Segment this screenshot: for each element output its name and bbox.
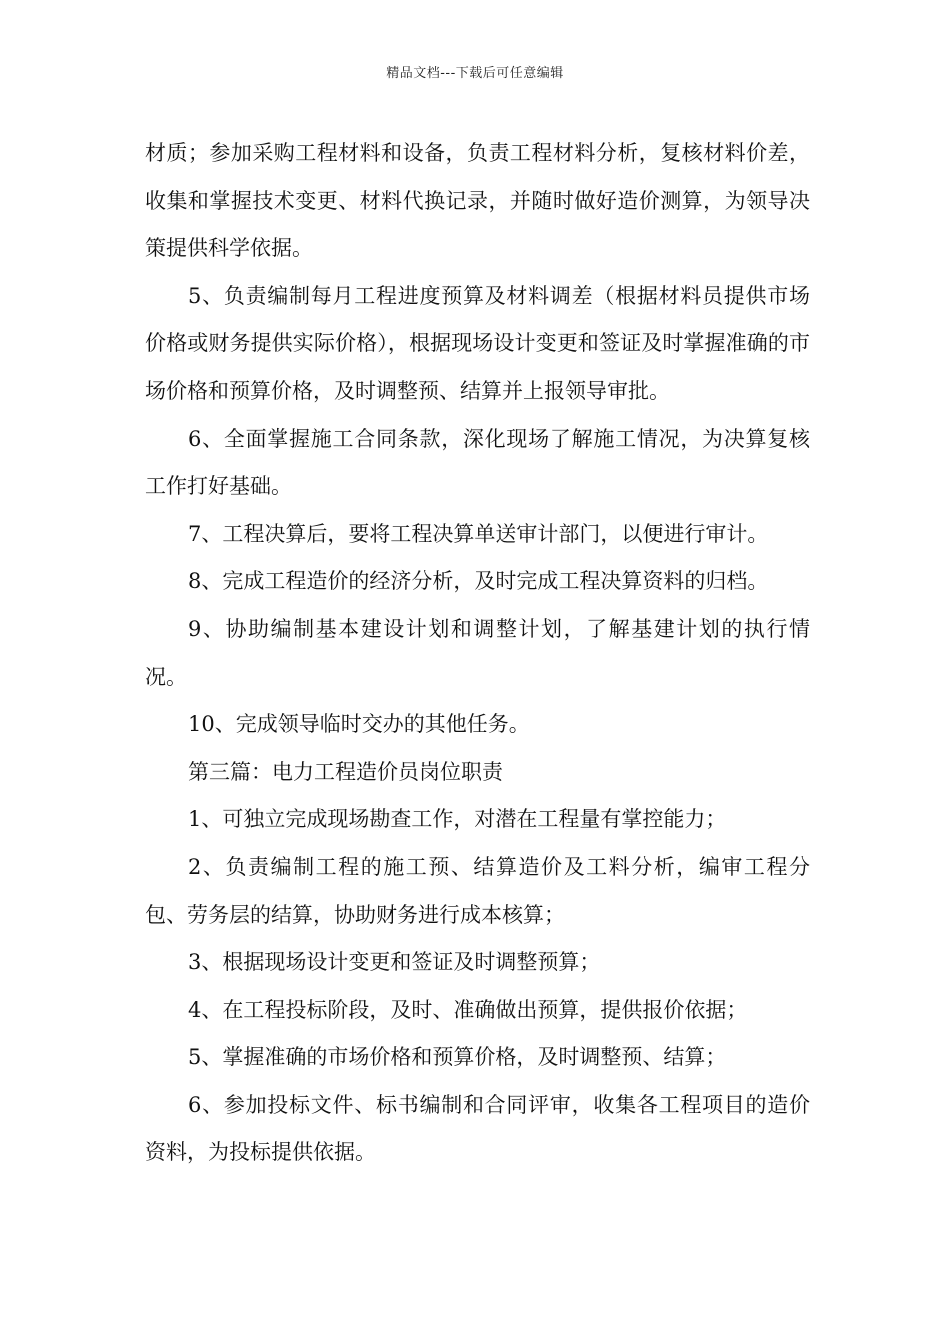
paragraph: 5、负责编制每月工程进度预算及材料调差（根据材料员提供市场价格或财务提供实际价格），根据现场设计变更和签证及时掌握准确的市场价格和预算价格，及时调整预、结算并上报领导审批。 <box>145 283 810 403</box>
paragraph: 10、完成领导临时交办的其他任务。 <box>188 712 530 737</box>
paragraph: 4、在工程投标阶段，及时、准确做出预算，提供报价依据； <box>188 997 748 1022</box>
section-title: 第三篇：电力工程造价员岗位职责 <box>188 759 503 784</box>
paragraph: 2、负责编制工程的施工预、结算造价及工料分析，编审工程分包、劳务层的结算，协助财务进行成本核算； <box>145 854 810 927</box>
paragraph: 6、参加投标文件、标书编制和合同评审，收集各工程项目的造价资料，为投标提供依据。 <box>145 1092 810 1165</box>
paragraph: 9、协助编制基本建设计划和调整计划，了解基建计划的执行情况。 <box>145 616 810 689</box>
paragraph: 1、可独立完成现场勘查工作，对潜在工程量有掌控能力； <box>188 807 727 832</box>
page-header: 精品文档---下载后可任意编辑 <box>386 66 564 81</box>
paragraph: 6、全面掌握施工合同条款，深化现场了解施工情况，为决算复核工作打好基础。 <box>145 426 810 499</box>
paragraph: 材质；参加采购工程材料和设备，负责工程材料分析，复核材料价差，收集和掌握技术变更、材料代换记录，并随时做好造价测算，为领导决策提供科学依据。 <box>145 141 810 261</box>
paragraph: 8、完成工程造价的经济分析，及时完成工程决算资料的归档。 <box>188 569 769 594</box>
paragraph: 7、工程决算后，要将工程决算单送审计部门，以便进行审计。 <box>188 521 769 546</box>
document-body <box>145 130 810 1177</box>
paragraph: 3、根据现场设计变更和签证及时调整预算； <box>188 950 601 975</box>
paragraph: 5、掌握准确的市场价格和预算价格，及时调整预、结算； <box>188 1045 727 1070</box>
